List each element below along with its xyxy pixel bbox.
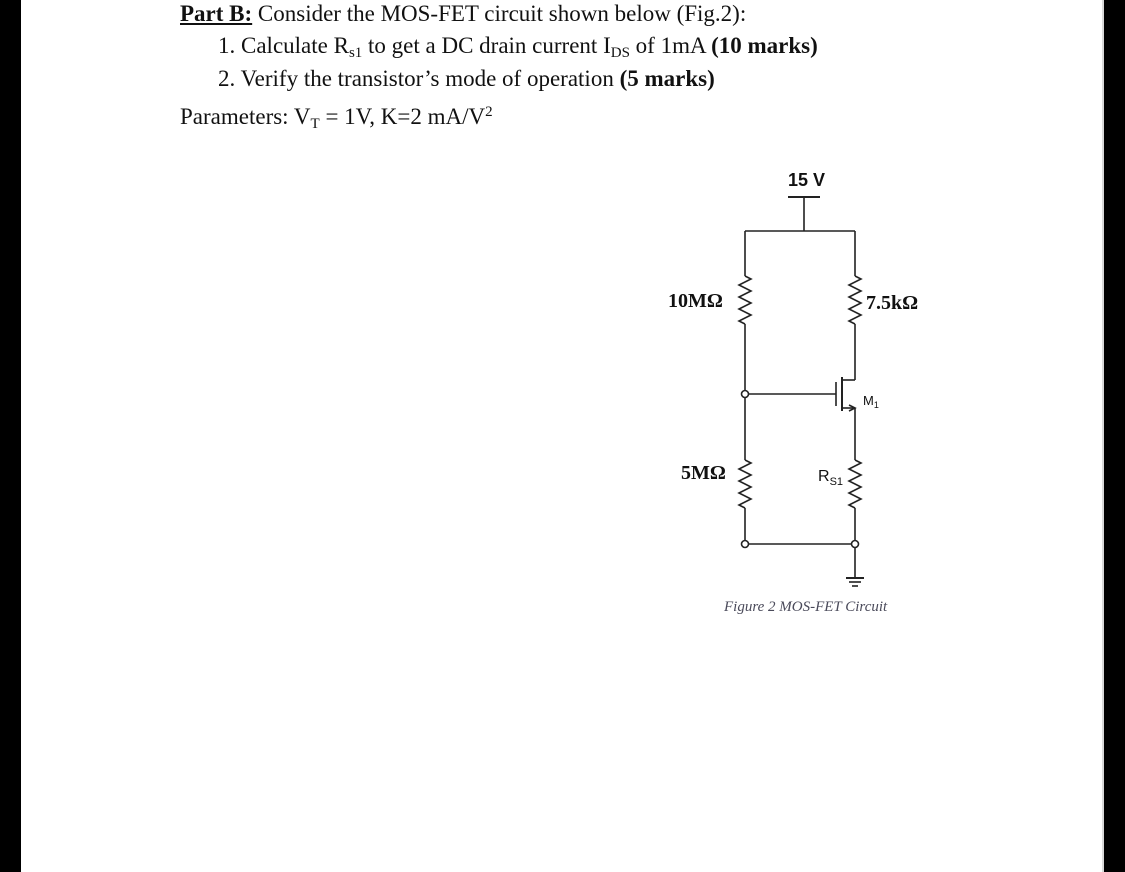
item-text: of 1mA bbox=[629, 33, 712, 58]
params-text: = 1V, K=2 mA/V bbox=[319, 104, 486, 129]
item-marks: (5 marks) bbox=[619, 66, 715, 91]
part-label: Part B: bbox=[180, 1, 253, 26]
params-text: Parameters: V bbox=[180, 104, 311, 129]
figure-caption: Figure 2 MOS-FET Circuit bbox=[724, 599, 888, 615]
item-number: 1. bbox=[218, 33, 236, 58]
item-text: to get a DC drain current I bbox=[362, 33, 611, 58]
resistor-5m-zigzag bbox=[739, 460, 751, 508]
params-superscript: 2 bbox=[485, 104, 493, 120]
item-text: Verify the transistor’s mode of operation bbox=[240, 66, 620, 91]
gate-node-terminal bbox=[742, 391, 749, 398]
mosfet-m1-symbol bbox=[836, 377, 855, 411]
source-bottom-terminal bbox=[852, 541, 859, 548]
resistor-rs1-label: $R_{S1}$ bbox=[818, 468, 844, 488]
ground-icon bbox=[846, 578, 864, 586]
supply-voltage-label: 15 V bbox=[788, 170, 826, 190]
params-subscript: T bbox=[310, 116, 320, 132]
part-intro: Consider the MOS-FET circuit shown below (Fig.2): bbox=[252, 1, 747, 26]
item-subscript: s1 bbox=[348, 45, 363, 61]
resistor-10m-zigzag bbox=[739, 276, 751, 324]
bottom-left-terminal bbox=[742, 541, 749, 548]
item-text: Calculate R bbox=[241, 33, 349, 58]
item-number: 2. bbox=[218, 66, 236, 91]
item-subscript: DS bbox=[610, 45, 630, 61]
item-marks: (10 marks) bbox=[711, 33, 818, 58]
resistor-7-5k-label: 7.5kΩ bbox=[866, 292, 919, 314]
resistor-10m-label: 10MΩ bbox=[668, 290, 723, 312]
transistor-label: $M_1$ bbox=[863, 393, 879, 410]
resistor-7-5k-zigzag bbox=[849, 276, 861, 324]
resistor-5m-label: 5MΩ bbox=[681, 462, 726, 484]
resistor-rs1-zigzag bbox=[849, 460, 861, 508]
